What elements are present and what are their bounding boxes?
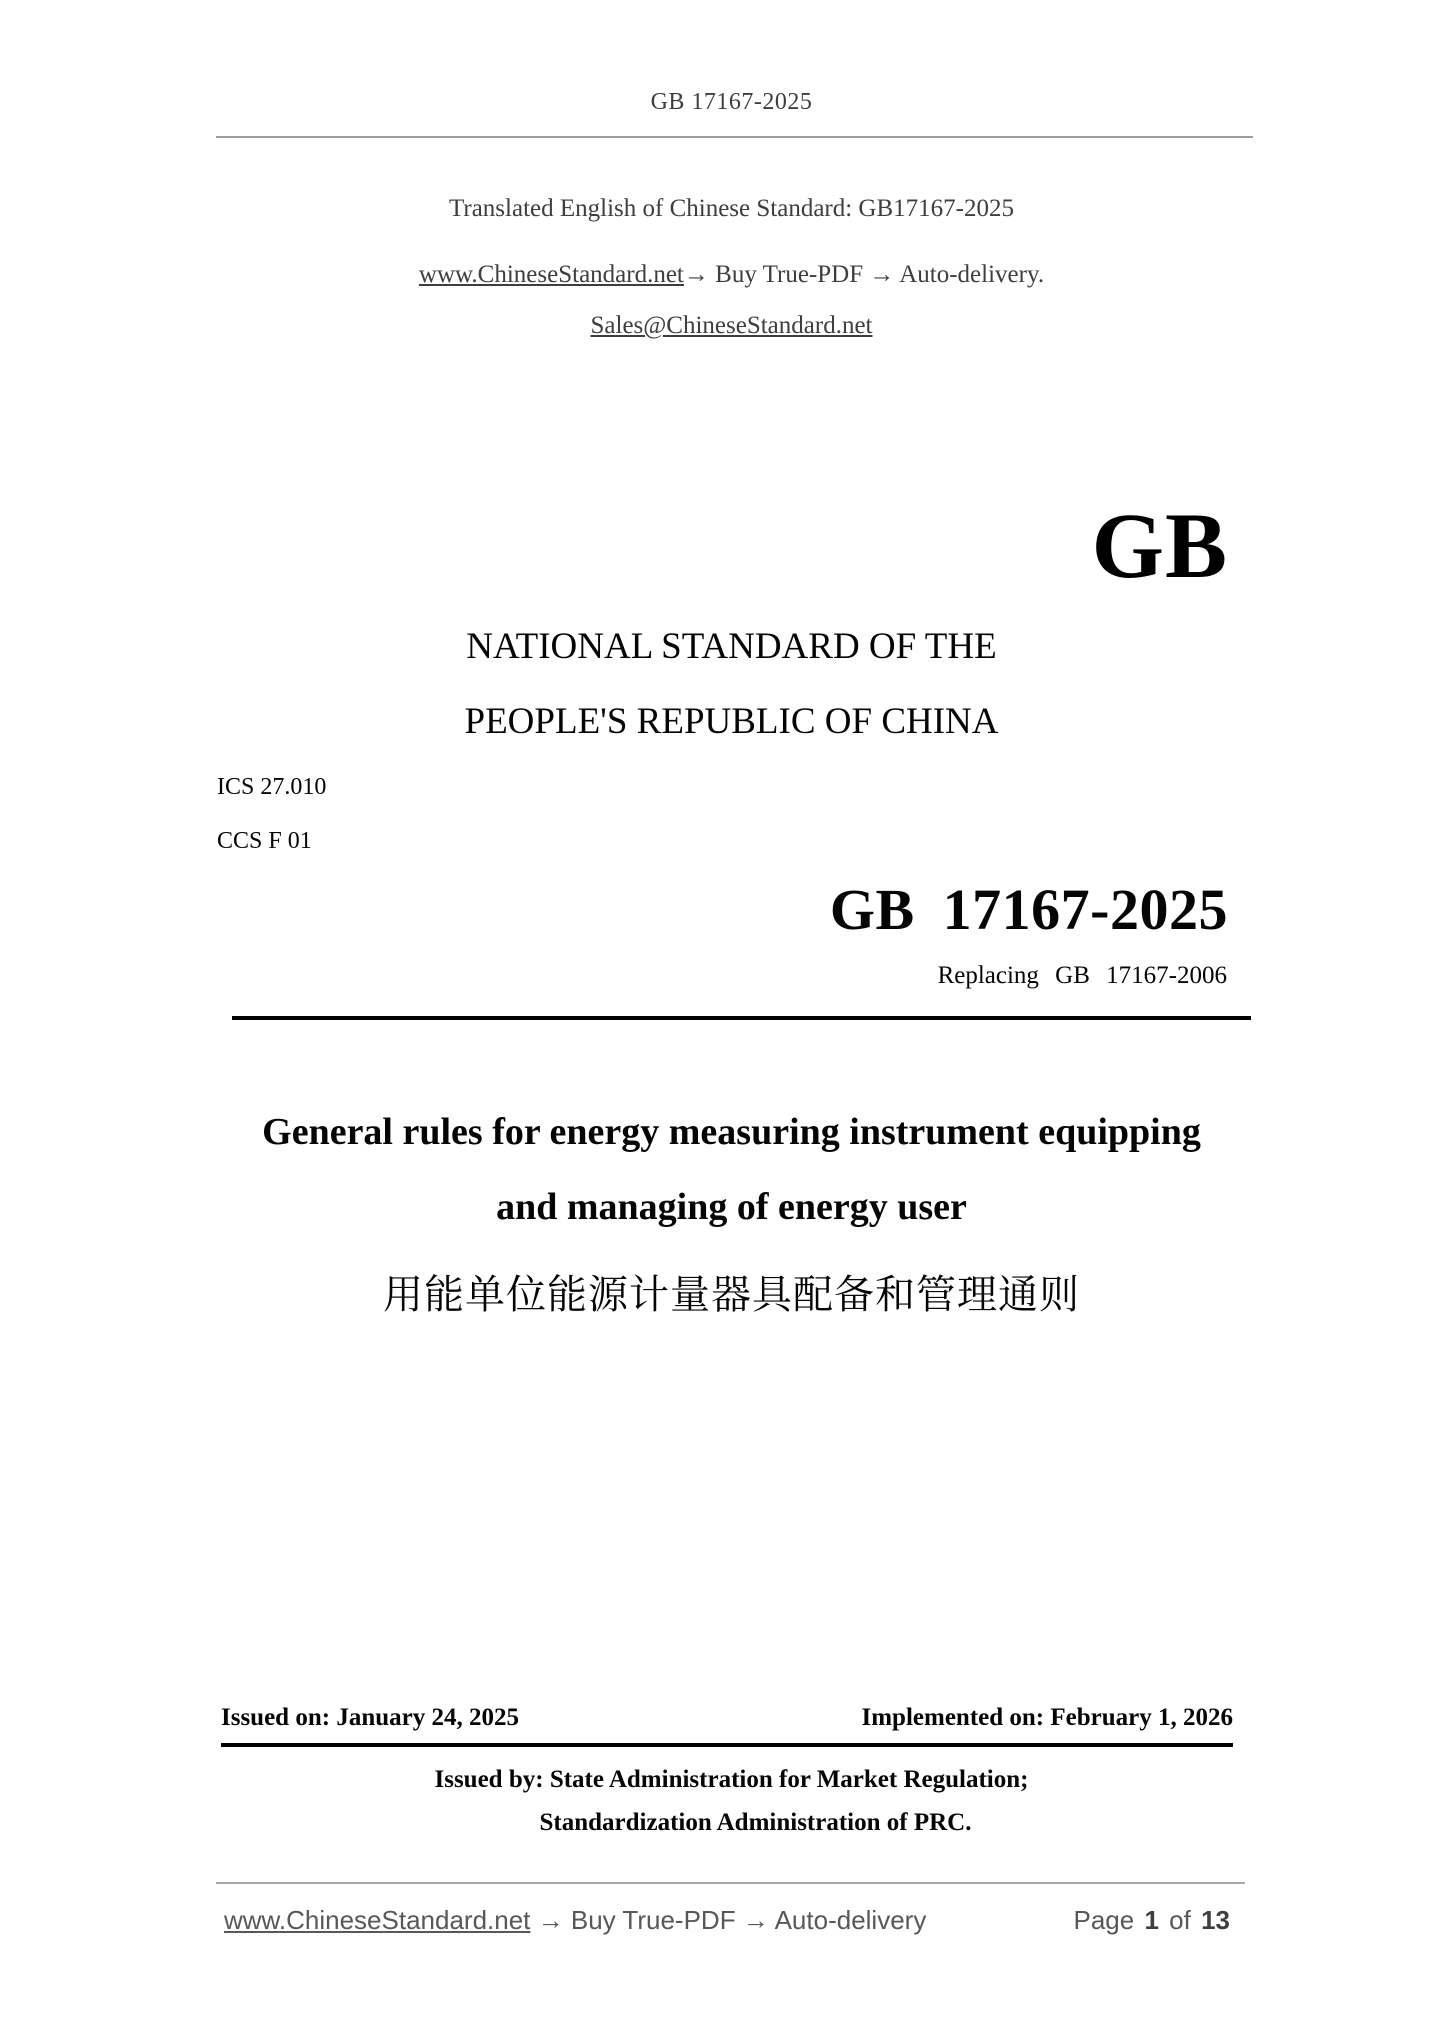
standard-number: GB 17167-2025 [829,877,1228,942]
issued-by-line1: Issued by: State Administration for Market Regulation; [434,1766,1029,1793]
document-title-line2: and managing of energy user [496,1186,967,1228]
ccs-code: CCS F 01 [217,828,312,854]
footer-purchase-chain-text: → Buy True-PDF → Auto-delivery [537,1905,927,1935]
footer-divider-rule [216,1882,1245,1884]
header-divider-rule [216,136,1253,138]
national-standard-heading-line2: PEOPLE'S REPUBLIC OF CHINA [464,701,999,742]
page-footer [224,1905,1233,1936]
footer-purchase-line [224,1905,926,1936]
issued-by-line2: Standardization Administration of PRC. [539,1809,972,1836]
national-standard-heading-line1: NATIONAL STANDARD OF THE [466,626,997,667]
gb-logo: GB [1091,495,1228,598]
translated-standard-line: Translated English of Chinese Standard: GB17167-2025 [448,195,1014,222]
purchase-chain-text: → Buy True-PDF → Auto-delivery. [683,261,1045,288]
vendor-email-line [218,312,1245,340]
page-label: Page [1073,1905,1135,1935]
dates-divider-rule [221,1743,1233,1747]
document-title-line1: General rules for energy measuring instrument equipping [262,1111,1201,1153]
vendor-email-link[interactable]: Sales@ChineseStandard.net [590,312,873,339]
page-total: 13 [1201,1905,1230,1935]
implemented-on-date: Implemented on: February 1, 2026 [861,1704,1233,1731]
page-number: 1 [1144,1905,1159,1935]
dates-row [221,1704,1233,1732]
vendor-website-link[interactable]: www.ChineseStandard.net [418,261,684,288]
standard-number-divider-rule [232,1016,1251,1020]
ics-code: ICS 27.010 [217,774,327,800]
of-label: of [1169,1905,1191,1935]
document-title-chinese: 用能单位能源计量器具配备和管理通则 [383,1273,1080,1317]
running-header-doc-code: GB 17167-2025 [650,89,813,115]
page-indicator [1073,1905,1233,1936]
footer-website-link[interactable]: www.ChineseStandard.net [224,1905,531,1935]
replacing-note: Replacing GB 17167-2006 [937,962,1227,989]
vendor-purchase-line [218,261,1245,289]
issued-on-date: Issued on: January 24, 2025 [221,1704,519,1731]
